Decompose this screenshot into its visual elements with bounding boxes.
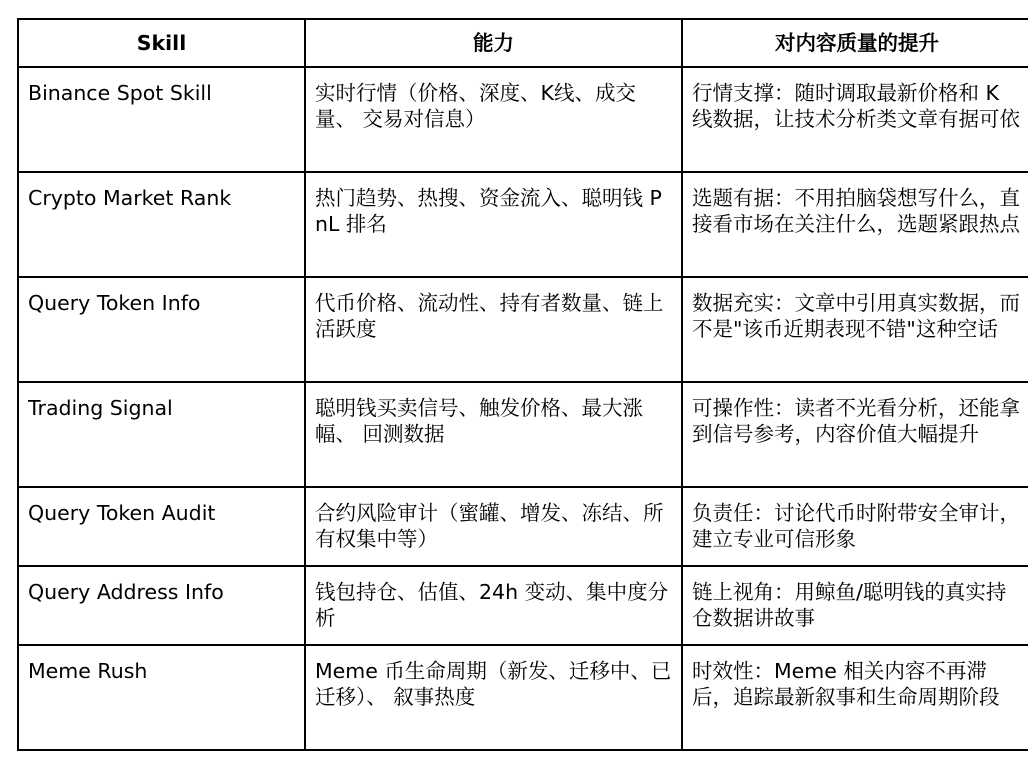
table-row (18, 277, 1028, 382)
cell-improvement: 负责任：讨论代币时附带安全审计，建立专业可信形象 (682, 487, 1028, 566)
cell-capability: Meme 币生命周期（新发、迁移中、已迁移）、 叙事热度 (305, 645, 682, 750)
cell-skill: Crypto Market Rank (18, 172, 305, 277)
table-row (18, 487, 1028, 566)
header-skill: Skill (18, 19, 305, 67)
cell-skill: Query Token Audit (18, 487, 305, 566)
table-row (18, 382, 1028, 487)
cell-improvement: 数据充实：文章中引用真实数据，而不是"该币近期表现不错"这种空话 (682, 277, 1028, 382)
header-quality-improvement: 对内容质量的提升 (682, 19, 1028, 67)
cell-capability: 实时行情（价格、深度、K线、成交量、 交易对信息） (305, 67, 682, 172)
cell-skill: Trading Signal (18, 382, 305, 487)
cell-improvement: 链上视角：用鲸鱼/聪明钱的真实持仓数据讲故事 (682, 566, 1028, 645)
cell-improvement: 时效性：Meme 相关内容不再滞后，追踪最新叙事和生命周期阶段 (682, 645, 1028, 750)
cell-improvement: 选题有据：不用拍脑袋想写什么，直接看市场在关注什么，选题紧跟热点 (682, 172, 1028, 277)
skills-table (17, 18, 1028, 751)
header-capability: 能力 (305, 19, 682, 67)
cell-capability: 代币价格、流动性、持有者数量、链上活跃度 (305, 277, 682, 382)
cell-skill: Binance Spot Skill (18, 67, 305, 172)
cell-capability: 合约风险审计（蜜罐、增发、冻结、所有权集中等） (305, 487, 682, 566)
table-row (18, 566, 1028, 645)
cell-improvement: 可操作性：读者不光看分析，还能拿到信号参考，内容价值大幅提升 (682, 382, 1028, 487)
cell-capability: 热门趋势、热搜、资金流入、聪明钱 PnL 排名 (305, 172, 682, 277)
cell-skill: Meme Rush (18, 645, 305, 750)
table-row (18, 172, 1028, 277)
cell-capability: 聪明钱买卖信号、触发价格、最大涨幅、 回测数据 (305, 382, 682, 487)
cell-skill: Query Address Info (18, 566, 305, 645)
cell-capability: 钱包持仓、估值、24h 变动、集中度分析 (305, 566, 682, 645)
table-row (18, 645, 1028, 750)
table-header-row (18, 19, 1028, 67)
cell-improvement: 行情支撑：随时调取最新价格和 K 线数据，让技术分析类文章有据可依 (682, 67, 1028, 172)
cell-skill: Query Token Info (18, 277, 305, 382)
table-row (18, 67, 1028, 172)
